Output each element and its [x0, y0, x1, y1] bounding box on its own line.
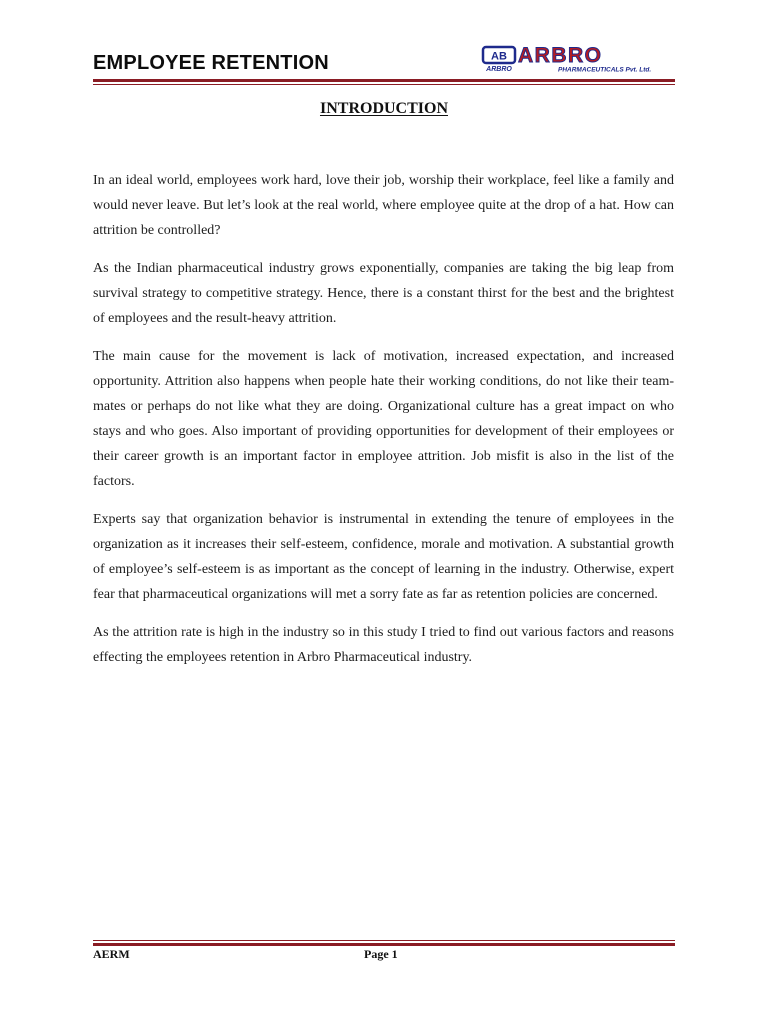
svg-text:ARBRO: ARBRO [486, 66, 512, 73]
logo-brand-text: ARBRO [518, 44, 603, 67]
body-text [93, 168, 674, 683]
footer-label: AERM [93, 947, 130, 961]
logo-tagline-text: PHARMACEUTICALS Pvt. Ltd. [558, 66, 652, 74]
page-number: Page 1 [364, 947, 398, 961]
paragraph: The main cause for the movement is lack of motivation, increased expectation, and increased opportunity. Attrition also happens when people hate their working conditions, do not like their team-mates or perhaps do not like what they are doing. Organizational culture has a great impact on who stays and who goes. Also important of providing opportunities for development of their employees or their career growth is an important factor in employee attrition. Job misfit is also in the list of the factors. [93, 349, 674, 489]
paragraph: Experts say that organization behavior is instrumental in extending the tenure of employees in the organization as it increases their self-esteem, confidence, morale and motivation. A substantial growth of employee’s self-esteem is as important as the concept of learning in the industry. Otherwise, expert fear that pharmaceutical organizations will met a sorry fate as far as retention policies are concerned. [93, 512, 674, 602]
footer-rule-thick [93, 943, 675, 946]
footer-rule-thin [93, 940, 675, 941]
paragraph: As the attrition rate is high in the industry so in this study I tried to find out various factors and reasons effecting the employees retention in Arbro Pharmaceutical industry. [93, 625, 674, 665]
svg-text:AB: AB [491, 50, 507, 63]
arbro-logo-icon [474, 42, 674, 74]
header-rule-thin [93, 84, 675, 85]
paragraph: As the Indian pharmaceutical industry grows exponentially, companies are taking the big leap from survival strategy to competitive strategy. Hence, there is a constant thirst for the best and the brightest of employees and the result-heavy attrition. [93, 261, 674, 326]
arbro-logo [474, 42, 674, 74]
header-rule-thick [93, 79, 675, 82]
section-heading: INTRODUCTION [319, 100, 448, 117]
header-title: EMPLOYEE RETENTION [93, 52, 329, 74]
paragraph: In an ideal world, employees work hard, love their job, worship their workplace, feel like a family and would never leave. But let’s look at the real world, where employee quite at the drop of a hat. How can attrition be controlled? [93, 173, 674, 238]
